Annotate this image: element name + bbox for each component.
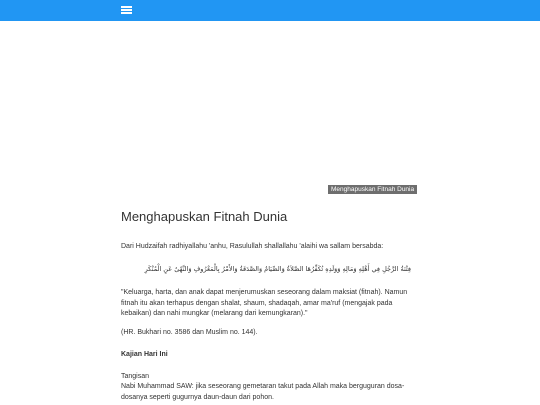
hamburger-menu-icon[interactable] [121, 5, 132, 15]
menu-line [121, 12, 132, 14]
article-paragraph: Nabi Muhammad SAW: jika seseorang gemetaran takut pada Allah maka berguguran dosa-dosanya seperti gugurnya daun-daun dari pohon. [121, 383, 405, 401]
section-heading: Kajian Hari Ini [121, 351, 168, 358]
image-caption: Menghapuskan Fitnah Dunia [328, 185, 417, 194]
sub-heading: Tangisan [121, 373, 150, 380]
arabic-hadith-text: فِتْنَةُ الرَّجُلِ فِي أَهْلِهِ وَمَالِهِ وَوَلَدِهِ تُكَفِّرُهَا الصَّلاَةُ وَالصِّيَامُ وَالصَّدَقَةُ وَالأَمْرُ بِالْمَعْرُوفِ وَالنَّهْىُ عَنِ الْمُنْكَرِ [144, 265, 411, 273]
article-content [121, 208, 421, 401]
menu-line [121, 9, 132, 11]
hadith-translation: "Keluarga, harta, dan anak dapat menjerumuskan seseorang dalam maksiat (fitnah). Namun fitnah itu akan terhapus dengan shalat, shaum, shadaqah, amar ma'ruf (mengajak pada kebaikan) dan nahi mungkar (melarang dari kemungkaran)." [121, 289, 408, 317]
top-app-bar [0, 0, 540, 21]
menu-line [121, 6, 132, 8]
article-intro: Dari Hudzaifah radhiyallahu 'anhu, Rasulullah shallallahu 'alaihi wa sallam bersabda: [121, 243, 384, 250]
hadith-reference: (HR. Bukhari no. 3586 dan Muslim no. 144). [121, 329, 258, 336]
featured-image [121, 21, 403, 196]
article-title: Menghapuskan Fitnah Dunia [121, 209, 288, 224]
